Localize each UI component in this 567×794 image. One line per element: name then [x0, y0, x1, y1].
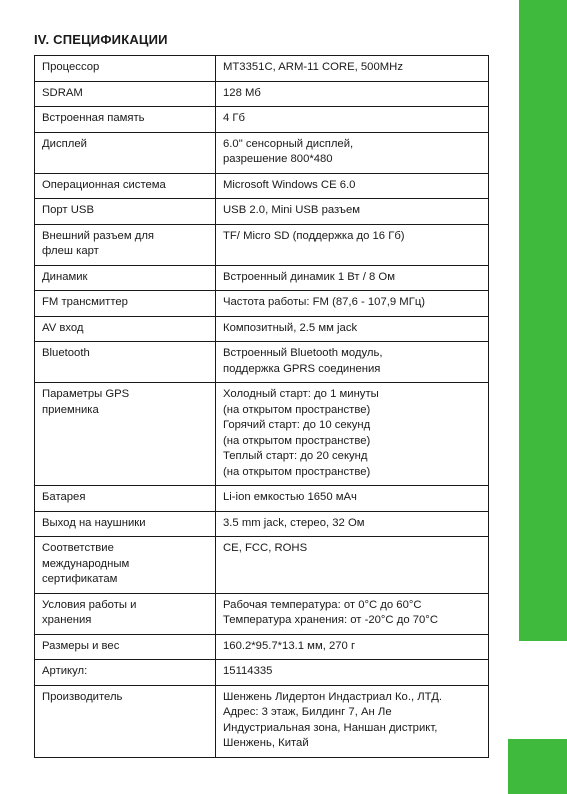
spec-label: Выход на наушники	[35, 511, 216, 537]
spec-label: Встроенная память	[35, 107, 216, 133]
spec-row	[35, 224, 489, 265]
spec-value: Холодный старт: до 1 минуты (на открытом пространстве) Горячий старт: до 10 секунд (на открытом пространстве) Теплый старт: до 20 секунд (на открытом пространстве)	[216, 383, 489, 486]
spec-value: 4 Гб	[216, 107, 489, 133]
spec-label: Операционная система	[35, 173, 216, 199]
spec-row	[35, 537, 489, 594]
spec-label: Параметры GPS приемника	[35, 383, 216, 486]
spec-value: Встроенный динамик 1 Вт / 8 Ом	[216, 265, 489, 291]
spec-row	[35, 81, 489, 107]
spec-row	[35, 199, 489, 225]
spec-value: Microsoft Windows CE 6.0	[216, 173, 489, 199]
spec-row	[35, 132, 489, 173]
spec-label: Батарея	[35, 486, 216, 512]
spec-label: Артикул:	[35, 660, 216, 686]
spec-value: USB 2.0, Mini USB разъем	[216, 199, 489, 225]
spec-row	[35, 173, 489, 199]
spec-label: FM трансмиттер	[35, 291, 216, 317]
spec-label: Порт USB	[35, 199, 216, 225]
spec-value: 6.0" сенсорный дисплей, разрешение 800*480	[216, 132, 489, 173]
spec-label: Внешний разъем для флеш карт	[35, 224, 216, 265]
spec-value: Частота работы: FM (87,6 - 107,9 МГц)	[216, 291, 489, 317]
spec-row	[35, 107, 489, 133]
spec-value: Шенжень Лидертон Индастриал Ко., ЛТД. Адрес: 3 этаж, Билдинг 7, Ан Ле Индустриальная зона, Наншан дистрикт, Шенжень, Китай	[216, 685, 489, 757]
spec-row	[35, 291, 489, 317]
spec-row	[35, 660, 489, 686]
spec-row	[35, 634, 489, 660]
spec-value: Рабочая температура: от 0°С до 60°С Температура хранения: от -20°С до 70°С	[216, 593, 489, 634]
specifications-table	[34, 55, 489, 758]
spec-value: 128 Мб	[216, 81, 489, 107]
spec-row	[35, 342, 489, 383]
section-title: IV. СПЕЦИФИКАЦИИ	[34, 32, 168, 47]
spec-value: TF/ Micro SD (поддержка до 16 Гб)	[216, 224, 489, 265]
spec-value: 160.2*95.7*13.1 мм, 270 г	[216, 634, 489, 660]
spec-row	[35, 593, 489, 634]
spec-row	[35, 265, 489, 291]
spec-label: Динамик	[35, 265, 216, 291]
specifications-table-body	[35, 56, 489, 758]
spec-label: AV вход	[35, 316, 216, 342]
spec-label: SDRAM	[35, 81, 216, 107]
spec-row	[35, 56, 489, 82]
spec-label: Соответствие международным сертификатам	[35, 537, 216, 594]
spec-label: Размеры и вес	[35, 634, 216, 660]
spec-value: Li-ion емкостью 1650 мАч	[216, 486, 489, 512]
spec-row	[35, 316, 489, 342]
spec-row	[35, 685, 489, 757]
spec-value: Встроенный Bluetooth модуль, поддержка GPRS соединения	[216, 342, 489, 383]
spec-row	[35, 511, 489, 537]
spec-label: Производитель	[35, 685, 216, 757]
spec-label: Дисплей	[35, 132, 216, 173]
green-side-tab-bottom	[508, 739, 567, 794]
spec-value: MT3351C, ARM-11 CORE, 500MHz	[216, 56, 489, 82]
spec-label: Процессор	[35, 56, 216, 82]
spec-value: CE, FCC, ROHS	[216, 537, 489, 594]
spec-value: 3.5 mm jack, стерео, 32 Ом	[216, 511, 489, 537]
spec-row	[35, 383, 489, 486]
spec-value: 15114335	[216, 660, 489, 686]
spec-label: Bluetooth	[35, 342, 216, 383]
spec-value: Композитный, 2.5 мм jack	[216, 316, 489, 342]
green-side-tab-top	[519, 0, 567, 641]
spec-label: Условия работы и хранения	[35, 593, 216, 634]
spec-row	[35, 486, 489, 512]
